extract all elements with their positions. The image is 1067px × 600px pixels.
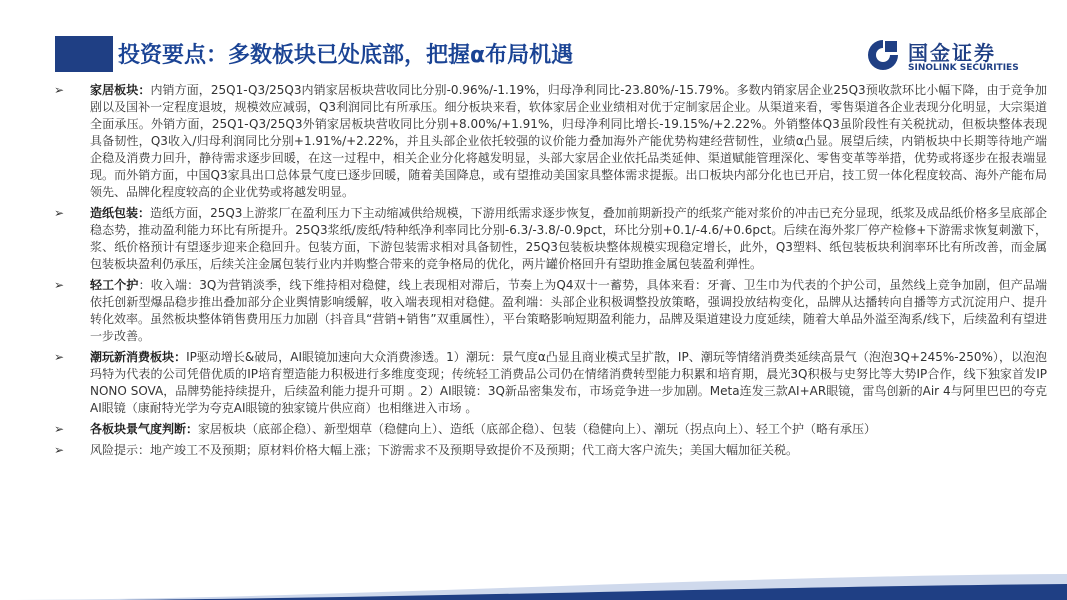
key-point-text (90, 349, 1047, 417)
key-point-heading: 潮玩新消费板块： (90, 350, 187, 364)
key-points-list (52, 82, 1047, 463)
key-point-text (90, 421, 1047, 438)
key-point-text (90, 82, 1047, 201)
bullet-arrow-icon: ➢ (54, 350, 65, 364)
logo-name-cn: 国金证券 (908, 41, 996, 65)
key-point-item (52, 82, 1047, 201)
key-point-body: ：收入端：3Q为营销淡季，线下维持相对稳健，线上表现相对滞后，节奏上为Q4双十一蓄势，具体来看：牙膏、卫生巾为代表的个护公司，虽然线上竞争加剧，但产品端依托创新型爆品稳步推出叠加部分企业舆情影响缓解，收入端表现相对稳健。盈利端：头部企业积极调整投放策略，强调投放结构变化，品牌从达播转向自播等方式沉淀用户、提升转化效率。虽然板块整体销售费用压力加剧（抖音具“营销+销售”双重属性），平台策略影响短期盈利能力，品牌及渠道建设力度延续，随着大单品外溢至淘系/线下，后续盈利有望进一步改善。 (90, 278, 1047, 343)
bullet-arrow-icon: ➢ (54, 206, 65, 220)
key-point-heading: 轻工个护 (90, 278, 139, 292)
bullet-arrow-icon: ➢ (54, 278, 65, 292)
key-point-text (90, 205, 1047, 273)
key-point-item (52, 205, 1047, 273)
key-point-heading: 各板块景气度判断： (90, 422, 199, 436)
key-point-heading: 家居板块： (90, 83, 151, 97)
title-accent-bar (55, 36, 113, 72)
page-title: 投资要点：多数板块已处底部，把握α布局机遇 (118, 43, 574, 68)
key-point-text (90, 277, 1047, 345)
company-logo (866, 34, 1046, 78)
key-point-body: 家居板块（底部企稳）、新型烟草（稳健向上）、造纸（底部企稳）、包装（稳健向上）、潮玩（拐点向上）、轻工个护（略有承压） (198, 422, 877, 436)
sinolink-logo-icon (866, 38, 900, 72)
key-point-item (52, 421, 1047, 438)
key-point-item (52, 277, 1047, 345)
key-point-item (52, 349, 1047, 417)
key-point-item (52, 442, 1047, 459)
bullet-arrow-icon: ➢ (54, 422, 65, 436)
key-point-body: IP驱动增长&破局，AI眼镜加速向大众消费渗透。1）潮玩：景气度α凸显且商业模式呈扩散，IP、潮玩等情绪消费类延续高景气（泡泡3Q+245%-250%），以泡泡玛特为代表的公司凭借优质的IP培育塑造能力积极进行多维度变现；传统轻工消费品公司仍在情绪消费转型能力积累和培育期，晨光3Q积极与史努比等大势IP合作，线下独家首发IP NONO SOVA，品牌势能持续提升，后续盈利能力提升可期 。2）AI眼镜：3Q新品密集发布，市场竞争进一步加剧。Meta连发三款AI+AR眼镜，雷鸟创新的Air 4与阿里巴巴的夸克AI眼镜（康耐特光学为夸克AI眼镜的独家镜片供应商）也相继进入市场 。 (90, 350, 1047, 415)
key-point-body: 内销方面，25Q1-Q3/25Q3内销家居板块营收同比分别-0.96%/-1.19%，归母净利同比-23.80%/-15.79%。多数内销家居企业25Q3预收款环比小幅下降，由于竞争加剧以及国补一定程度退坡，规模效应减弱，Q3利润同比有所承压。细分板块来看，软体家居企业业绩相对优于定制家居企业。从渠道来看，零售渠道各企业表现分化明显，大宗渠道全面承压。外销方面，25Q1-Q3/25Q3外销家居板块营收同比分别+8.00%/+1.91%，归母净利同比增长-19.15%/+2.22%。外销整体Q3虽阶段性有关税扰动，但板块整体表现具备韧性，Q3收入/归母利润同比分别+1.91%/+2.22%，并且头部企业依托较强的议价能力叠加海外产能优势构建经营韧性，业绩α凸显。展望后续，内销板块中长期等待地产端企稳及消费力回升，静待需求逐步回暖，在这一过程中，相关企业分化将越发明显，头部大家居企业依托品类延伸、渠道赋能管理深化、零售变革等举措，优势或将逐步在报表端显现。而外销方面，中国Q3家具出口总体景气度已逐步回暖，随着美国降息，或有望推动美国家具整体需求提振。出口板块内部分化也已开启，技工贸一体化程度较高、海外产能布局领先、品牌化程度较高的企业优势或将越发明显。 (90, 83, 1047, 199)
bullet-arrow-icon: ➢ (54, 443, 65, 457)
key-point-heading: 造纸包装： (90, 206, 151, 220)
key-point-body: 造纸方面，25Q3上游浆厂在盈利压力下主动缩减供给规模，下游用纸需求逐步恢复，叠加前期新投产的纸浆产能对浆价的冲击已充分显现，纸浆及成品纸价格多呈底部企稳态势，推动盈利能力环比有所提升。25Q3浆纸/废纸/特种纸净利率同比分别-6.3/-3.8/-0.9pct，环比分别+0.1/-4.6/+0.6pct。后续在海外浆厂停产检修+下游需求恢复刺激下，浆、纸价格预计有望逐步迎来企稳回升。包装方面，下游包装需求相对具备韧性，25Q3包装板块整体规模实现稳定增长，此外，Q3塑料、纸包装板块利润率环比有所改善，而金属包装板块盈利仍承压，后续关注金属包装行业内并购整合带来的竞争格局的优化，两片罐价格回升有望助推金属包装盈利弹性。 (90, 206, 1047, 271)
footer-decoration (0, 572, 1067, 600)
key-point-body: 风险提示：地产竣工不及预期；原材料价格大幅上涨；下游需求不及预期导致提价不及预期；代工商大客户流失；美国大幅加征关税。 (90, 443, 799, 457)
bullet-arrow-icon: ➢ (54, 83, 65, 97)
key-point-text (90, 442, 1047, 459)
logo-name-en: SINOLINK SECURITIES (908, 63, 1019, 73)
